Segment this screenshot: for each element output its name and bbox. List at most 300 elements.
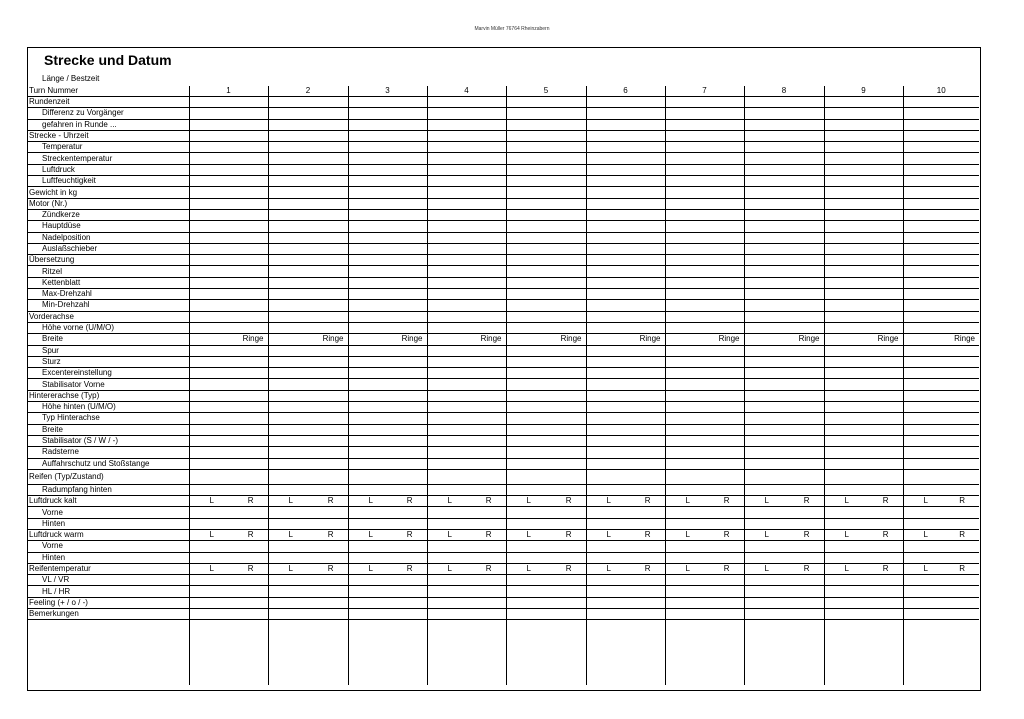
- entry-cell[interactable]: [427, 232, 506, 243]
- entry-cell[interactable]: [903, 620, 979, 686]
- entry-cell[interactable]: [744, 345, 824, 356]
- entry-cell[interactable]: [268, 518, 348, 529]
- entry-cell[interactable]: [268, 368, 348, 379]
- entry-cell[interactable]: [586, 277, 665, 288]
- entry-cell[interactable]: [824, 198, 903, 209]
- entry-cell[interactable]: [268, 266, 348, 277]
- entry-cell[interactable]: [744, 243, 824, 254]
- entry-cell[interactable]: [744, 447, 824, 458]
- entry-cell[interactable]: [744, 277, 824, 288]
- entry-cell[interactable]: [189, 198, 268, 209]
- entry-cell[interactable]: [903, 447, 979, 458]
- entry-cell[interactable]: [586, 356, 665, 367]
- entry-cell[interactable]: [348, 108, 427, 119]
- entry-cell[interactable]: [506, 586, 586, 597]
- entry-cell[interactable]: [268, 255, 348, 266]
- entry-cell[interactable]: [268, 187, 348, 198]
- entry-cell[interactable]: [506, 266, 586, 277]
- entry-cell[interactable]: [903, 97, 979, 108]
- entry-cell[interactable]: [268, 198, 348, 209]
- entry-cell[interactable]: [744, 469, 824, 484]
- entry-cell[interactable]: [506, 130, 586, 141]
- left-right-cell[interactable]: [665, 529, 744, 540]
- entry-cell[interactable]: [348, 345, 427, 356]
- entry-cell[interactable]: [744, 402, 824, 413]
- left-right-cell[interactable]: [506, 529, 586, 540]
- entry-cell[interactable]: [824, 458, 903, 469]
- entry-cell[interactable]: [665, 289, 744, 300]
- entry-cell[interactable]: [189, 518, 268, 529]
- entry-cell[interactable]: [903, 130, 979, 141]
- entry-cell[interactable]: [744, 108, 824, 119]
- entry-cell[interactable]: [427, 187, 506, 198]
- entry-cell[interactable]: [586, 153, 665, 164]
- entry-cell[interactable]: [744, 187, 824, 198]
- entry-cell[interactable]: [586, 97, 665, 108]
- ringe-cell[interactable]: [268, 334, 348, 345]
- entry-cell[interactable]: [903, 108, 979, 119]
- entry-cell[interactable]: [348, 356, 427, 367]
- entry-cell[interactable]: [903, 402, 979, 413]
- entry-cell[interactable]: [268, 300, 348, 311]
- entry-cell[interactable]: [903, 153, 979, 164]
- entry-cell[interactable]: [903, 458, 979, 469]
- entry-cell[interactable]: [189, 575, 268, 586]
- entry-cell[interactable]: [586, 507, 665, 518]
- entry-cell[interactable]: [744, 266, 824, 277]
- left-right-cell[interactable]: [189, 496, 268, 507]
- entry-cell[interactable]: [903, 413, 979, 424]
- entry-cell[interactable]: [903, 119, 979, 130]
- entry-cell[interactable]: [348, 266, 427, 277]
- entry-cell[interactable]: [189, 541, 268, 552]
- entry-cell[interactable]: [268, 322, 348, 333]
- entry-cell[interactable]: [903, 322, 979, 333]
- entry-cell[interactable]: [586, 541, 665, 552]
- entry-cell[interactable]: [427, 390, 506, 401]
- entry-cell[interactable]: [506, 484, 586, 495]
- entry-cell[interactable]: [903, 142, 979, 153]
- entry-cell[interactable]: [824, 187, 903, 198]
- entry-cell[interactable]: [586, 142, 665, 153]
- entry-cell[interactable]: [348, 402, 427, 413]
- entry-cell[interactable]: [586, 435, 665, 446]
- entry-cell[interactable]: [903, 469, 979, 484]
- entry-cell[interactable]: [506, 300, 586, 311]
- entry-cell[interactable]: [189, 322, 268, 333]
- entry-cell[interactable]: [824, 266, 903, 277]
- entry-cell[interactable]: [586, 108, 665, 119]
- entry-cell[interactable]: [665, 243, 744, 254]
- entry-cell[interactable]: [348, 289, 427, 300]
- entry-cell[interactable]: [824, 413, 903, 424]
- entry-cell[interactable]: [586, 597, 665, 608]
- left-right-cell[interactable]: [348, 496, 427, 507]
- entry-cell[interactable]: [427, 424, 506, 435]
- entry-cell[interactable]: [427, 368, 506, 379]
- entry-cell[interactable]: [586, 484, 665, 495]
- left-right-cell[interactable]: [665, 496, 744, 507]
- entry-cell[interactable]: [506, 435, 586, 446]
- entry-cell[interactable]: [903, 255, 979, 266]
- entry-cell[interactable]: [586, 300, 665, 311]
- entry-cell[interactable]: [189, 435, 268, 446]
- entry-cell[interactable]: [506, 108, 586, 119]
- entry-cell[interactable]: [189, 368, 268, 379]
- entry-cell[interactable]: [427, 97, 506, 108]
- entry-cell[interactable]: [189, 97, 268, 108]
- entry-cell[interactable]: [189, 586, 268, 597]
- ringe-cell[interactable]: [189, 334, 268, 345]
- entry-cell[interactable]: [744, 300, 824, 311]
- entry-cell[interactable]: [586, 130, 665, 141]
- entry-cell[interactable]: [665, 469, 744, 484]
- left-right-cell[interactable]: [824, 529, 903, 540]
- left-right-cell[interactable]: [903, 529, 979, 540]
- entry-cell[interactable]: [427, 221, 506, 232]
- entry-cell[interactable]: [348, 609, 427, 620]
- entry-cell[interactable]: [744, 609, 824, 620]
- entry-cell[interactable]: [665, 586, 744, 597]
- entry-cell[interactable]: [665, 609, 744, 620]
- entry-cell[interactable]: [744, 130, 824, 141]
- entry-cell[interactable]: [744, 552, 824, 563]
- entry-cell[interactable]: [348, 311, 427, 322]
- entry-cell[interactable]: [744, 390, 824, 401]
- entry-cell[interactable]: [903, 311, 979, 322]
- entry-cell[interactable]: [903, 390, 979, 401]
- entry-cell[interactable]: [427, 507, 506, 518]
- entry-cell[interactable]: [348, 300, 427, 311]
- entry-cell[interactable]: [268, 424, 348, 435]
- entry-cell[interactable]: [824, 356, 903, 367]
- entry-cell[interactable]: [189, 300, 268, 311]
- entry-cell[interactable]: [189, 277, 268, 288]
- entry-cell[interactable]: [824, 97, 903, 108]
- entry-cell[interactable]: [744, 541, 824, 552]
- entry-cell[interactable]: [506, 142, 586, 153]
- entry-cell[interactable]: [189, 187, 268, 198]
- entry-cell[interactable]: [268, 277, 348, 288]
- entry-cell[interactable]: [348, 379, 427, 390]
- entry-cell[interactable]: [268, 289, 348, 300]
- ringe-cell[interactable]: [348, 334, 427, 345]
- entry-cell[interactable]: [268, 458, 348, 469]
- entry-cell[interactable]: [506, 176, 586, 187]
- entry-cell[interactable]: [744, 289, 824, 300]
- entry-cell[interactable]: [665, 176, 744, 187]
- entry-cell[interactable]: [824, 435, 903, 446]
- left-right-cell[interactable]: [268, 563, 348, 574]
- entry-cell[interactable]: [665, 142, 744, 153]
- entry-cell[interactable]: [744, 379, 824, 390]
- entry-cell[interactable]: [427, 209, 506, 220]
- entry-cell[interactable]: [268, 130, 348, 141]
- entry-cell[interactable]: [586, 609, 665, 620]
- entry-cell[interactable]: [506, 541, 586, 552]
- entry-cell[interactable]: [586, 390, 665, 401]
- entry-cell[interactable]: [427, 108, 506, 119]
- entry-cell[interactable]: [427, 119, 506, 130]
- entry-cell[interactable]: [268, 221, 348, 232]
- entry-cell[interactable]: [189, 458, 268, 469]
- entry-cell[interactable]: [189, 469, 268, 484]
- entry-cell[interactable]: [586, 458, 665, 469]
- entry-cell[interactable]: [903, 266, 979, 277]
- entry-cell[interactable]: [427, 484, 506, 495]
- entry-cell[interactable]: [189, 424, 268, 435]
- entry-cell[interactable]: [903, 575, 979, 586]
- left-right-cell[interactable]: [586, 563, 665, 574]
- entry-cell[interactable]: [427, 345, 506, 356]
- entry-cell[interactable]: [189, 255, 268, 266]
- entry-cell[interactable]: [665, 356, 744, 367]
- entry-cell[interactable]: [348, 97, 427, 108]
- left-right-cell[interactable]: [586, 496, 665, 507]
- entry-cell[interactable]: [506, 458, 586, 469]
- entry-cell[interactable]: [506, 164, 586, 175]
- entry-cell[interactable]: [586, 413, 665, 424]
- entry-cell[interactable]: [665, 435, 744, 446]
- entry-cell[interactable]: [189, 153, 268, 164]
- entry-cell[interactable]: [665, 108, 744, 119]
- entry-cell[interactable]: [744, 458, 824, 469]
- entry-cell[interactable]: [506, 413, 586, 424]
- entry-cell[interactable]: [586, 469, 665, 484]
- left-right-cell[interactable]: [744, 496, 824, 507]
- entry-cell[interactable]: [824, 484, 903, 495]
- entry-cell[interactable]: [744, 435, 824, 446]
- left-right-cell[interactable]: [824, 496, 903, 507]
- entry-cell[interactable]: [268, 435, 348, 446]
- entry-cell[interactable]: [348, 322, 427, 333]
- entry-cell[interactable]: [348, 277, 427, 288]
- entry-cell[interactable]: [268, 541, 348, 552]
- entry-cell[interactable]: [189, 232, 268, 243]
- entry-cell[interactable]: [903, 176, 979, 187]
- entry-cell[interactable]: [586, 575, 665, 586]
- entry-cell[interactable]: [427, 435, 506, 446]
- entry-cell[interactable]: [189, 176, 268, 187]
- entry-cell[interactable]: [427, 575, 506, 586]
- entry-cell[interactable]: [744, 142, 824, 153]
- entry-cell[interactable]: [506, 232, 586, 243]
- entry-cell[interactable]: [189, 379, 268, 390]
- entry-cell[interactable]: [824, 586, 903, 597]
- entry-cell[interactable]: [268, 597, 348, 608]
- ringe-cell[interactable]: [506, 334, 586, 345]
- entry-cell[interactable]: [586, 379, 665, 390]
- entry-cell[interactable]: [189, 447, 268, 458]
- entry-cell[interactable]: [665, 255, 744, 266]
- entry-cell[interactable]: [665, 518, 744, 529]
- entry-cell[interactable]: [348, 176, 427, 187]
- entry-cell[interactable]: [189, 345, 268, 356]
- entry-cell[interactable]: [348, 221, 427, 232]
- entry-cell[interactable]: [824, 368, 903, 379]
- entry-cell[interactable]: [744, 424, 824, 435]
- entry-cell[interactable]: [903, 379, 979, 390]
- entry-cell[interactable]: [586, 402, 665, 413]
- entry-cell[interactable]: [348, 507, 427, 518]
- entry-cell[interactable]: [665, 164, 744, 175]
- entry-cell[interactable]: [348, 447, 427, 458]
- entry-cell[interactable]: [506, 322, 586, 333]
- entry-cell[interactable]: [348, 130, 427, 141]
- entry-cell[interactable]: [903, 243, 979, 254]
- entry-cell[interactable]: [744, 311, 824, 322]
- entry-cell[interactable]: [506, 424, 586, 435]
- entry-cell[interactable]: [586, 243, 665, 254]
- entry-cell[interactable]: [268, 609, 348, 620]
- left-right-cell[interactable]: [506, 496, 586, 507]
- entry-cell[interactable]: [665, 552, 744, 563]
- entry-cell[interactable]: [824, 130, 903, 141]
- entry-cell[interactable]: [665, 322, 744, 333]
- entry-cell[interactable]: [189, 356, 268, 367]
- entry-cell[interactable]: [665, 379, 744, 390]
- entry-cell[interactable]: [586, 164, 665, 175]
- entry-cell[interactable]: [427, 402, 506, 413]
- entry-cell[interactable]: [427, 130, 506, 141]
- entry-cell[interactable]: [586, 198, 665, 209]
- entry-cell[interactable]: [744, 597, 824, 608]
- entry-cell[interactable]: [348, 597, 427, 608]
- entry-cell[interactable]: [427, 552, 506, 563]
- entry-cell[interactable]: [189, 597, 268, 608]
- entry-cell[interactable]: [665, 119, 744, 130]
- entry-cell[interactable]: [268, 164, 348, 175]
- left-right-cell[interactable]: [268, 529, 348, 540]
- entry-cell[interactable]: [427, 322, 506, 333]
- entry-cell[interactable]: [268, 507, 348, 518]
- left-right-cell[interactable]: [903, 563, 979, 574]
- entry-cell[interactable]: [189, 130, 268, 141]
- entry-cell[interactable]: [665, 390, 744, 401]
- entry-cell[interactable]: [903, 345, 979, 356]
- entry-cell[interactable]: [824, 311, 903, 322]
- entry-cell[interactable]: [665, 232, 744, 243]
- entry-cell[interactable]: [744, 322, 824, 333]
- left-right-cell[interactable]: [427, 496, 506, 507]
- entry-cell[interactable]: [348, 458, 427, 469]
- entry-cell[interactable]: [824, 402, 903, 413]
- entry-cell[interactable]: [506, 368, 586, 379]
- entry-cell[interactable]: [506, 289, 586, 300]
- entry-cell[interactable]: [506, 469, 586, 484]
- entry-cell[interactable]: [348, 552, 427, 563]
- entry-cell[interactable]: [665, 97, 744, 108]
- entry-cell[interactable]: [348, 575, 427, 586]
- entry-cell[interactable]: [506, 390, 586, 401]
- entry-cell[interactable]: [427, 266, 506, 277]
- entry-cell[interactable]: [348, 390, 427, 401]
- ringe-cell[interactable]: [903, 334, 979, 345]
- entry-cell[interactable]: [506, 356, 586, 367]
- entry-cell[interactable]: [586, 552, 665, 563]
- entry-cell[interactable]: [824, 300, 903, 311]
- entry-cell[interactable]: [665, 209, 744, 220]
- entry-cell[interactable]: [348, 469, 427, 484]
- entry-cell[interactable]: [903, 368, 979, 379]
- entry-cell[interactable]: [348, 142, 427, 153]
- entry-cell[interactable]: [268, 142, 348, 153]
- entry-cell[interactable]: [268, 390, 348, 401]
- entry-cell[interactable]: [744, 119, 824, 130]
- entry-cell[interactable]: [824, 176, 903, 187]
- entry-cell[interactable]: [824, 277, 903, 288]
- entry-cell[interactable]: [268, 311, 348, 322]
- entry-cell[interactable]: [665, 424, 744, 435]
- entry-cell[interactable]: [506, 255, 586, 266]
- entry-cell[interactable]: [268, 119, 348, 130]
- entry-cell[interactable]: [586, 345, 665, 356]
- entry-cell[interactable]: [903, 289, 979, 300]
- left-right-cell[interactable]: [268, 496, 348, 507]
- entry-cell[interactable]: [824, 541, 903, 552]
- entry-cell[interactable]: [665, 221, 744, 232]
- entry-cell[interactable]: [506, 575, 586, 586]
- left-right-cell[interactable]: [189, 563, 268, 574]
- entry-cell[interactable]: [665, 484, 744, 495]
- entry-cell[interactable]: [348, 586, 427, 597]
- entry-cell[interactable]: [824, 447, 903, 458]
- entry-cell[interactable]: [268, 153, 348, 164]
- entry-cell[interactable]: [903, 356, 979, 367]
- left-right-cell[interactable]: [586, 529, 665, 540]
- entry-cell[interactable]: [744, 507, 824, 518]
- entry-cell[interactable]: [268, 484, 348, 495]
- entry-cell[interactable]: [427, 413, 506, 424]
- entry-cell[interactable]: [427, 447, 506, 458]
- entry-cell[interactable]: [903, 507, 979, 518]
- ringe-cell[interactable]: [744, 334, 824, 345]
- entry-cell[interactable]: [268, 176, 348, 187]
- entry-cell[interactable]: [586, 255, 665, 266]
- entry-cell[interactable]: [506, 198, 586, 209]
- entry-cell[interactable]: [744, 176, 824, 187]
- entry-cell[interactable]: [427, 243, 506, 254]
- entry-cell[interactable]: [744, 586, 824, 597]
- entry-cell[interactable]: [744, 232, 824, 243]
- entry-cell[interactable]: [189, 484, 268, 495]
- entry-cell[interactable]: [744, 209, 824, 220]
- entry-cell[interactable]: [427, 469, 506, 484]
- entry-cell[interactable]: [824, 209, 903, 220]
- entry-cell[interactable]: [586, 424, 665, 435]
- entry-cell[interactable]: [665, 620, 744, 686]
- entry-cell[interactable]: [824, 108, 903, 119]
- entry-cell[interactable]: [506, 447, 586, 458]
- entry-cell[interactable]: [427, 597, 506, 608]
- entry-cell[interactable]: [586, 368, 665, 379]
- entry-cell[interactable]: [824, 255, 903, 266]
- ringe-cell[interactable]: [824, 334, 903, 345]
- entry-cell[interactable]: [427, 289, 506, 300]
- entry-cell[interactable]: [665, 458, 744, 469]
- entry-cell[interactable]: [506, 209, 586, 220]
- entry-cell[interactable]: [268, 586, 348, 597]
- entry-cell[interactable]: [665, 266, 744, 277]
- entry-cell[interactable]: [665, 277, 744, 288]
- ringe-cell[interactable]: [427, 334, 506, 345]
- entry-cell[interactable]: [903, 552, 979, 563]
- entry-cell[interactable]: [427, 609, 506, 620]
- entry-cell[interactable]: [824, 390, 903, 401]
- entry-cell[interactable]: [824, 507, 903, 518]
- entry-cell[interactable]: [903, 435, 979, 446]
- entry-cell[interactable]: [348, 119, 427, 130]
